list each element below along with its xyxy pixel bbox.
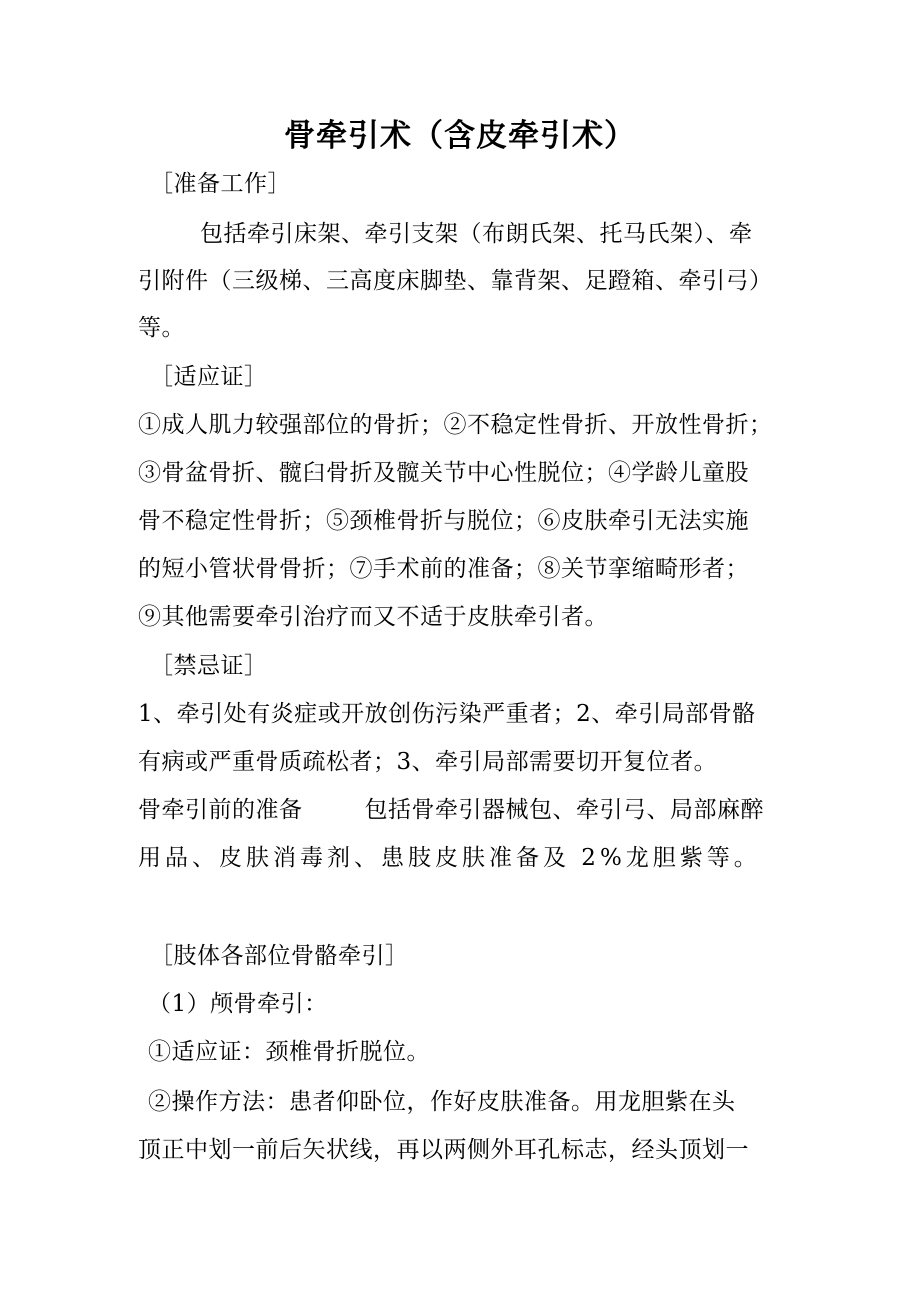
prep-line-3: 等。 <box>138 315 185 341</box>
indications-line-2: ③骨盆骨折、髋臼骨折及髋关节中心性脱位；④学龄儿童股 <box>138 460 749 486</box>
section-heading-limb-traction: ［肢体各部位骨骼牵引］ <box>150 943 409 969</box>
limb-traction-method-line-2: 顶正中划一前后矢状线，再以两侧外耳孔标志，经头顶划一 <box>138 1137 749 1163</box>
indications-line-5: ⑨其他需要牵引治疗而又不适于皮肤牵引者。 <box>138 604 608 630</box>
indications-line-4: 的短小管状骨骨折；⑦手术前的准备；⑧关节挛缩畸形者； <box>138 556 749 582</box>
section-heading-indications: ［适应证］ <box>150 364 268 390</box>
prep-line-1: 包括牵引床架、牵引支架（布朗氏架、托马氏架）、牵 <box>200 221 753 247</box>
section-heading-contraindications: ［禁忌证］ <box>150 653 268 679</box>
limb-traction-subheading: （1）颅骨牵引： <box>148 991 328 1017</box>
contraindications-line-1: 1、牵引处有炎症或开放创伤污染严重者；2、牵引局部骨骼 <box>138 701 756 727</box>
document-title: 骨牵引术（含皮牵引术） <box>284 118 636 154</box>
indications-line-3: 骨不稳定性骨折；⑤颈椎骨折与脱位；⑥皮肤牵引无法实施 <box>138 508 749 534</box>
pre-traction-label: 骨牵引前的准备 <box>138 797 303 823</box>
prep-line-2: 引附件（三级梯、三高度床脚垫、靠背架、足蹬箱、牵引弓） <box>138 268 773 294</box>
limb-traction-method-line-1: ②操作方法：患者仰卧位，作好皮肤准备。用龙胆紫在头 <box>148 1089 736 1115</box>
pre-traction-line-2: 用品、皮肤消毒剂、患肢皮肤准备及 2%龙胆紫等。 <box>138 845 761 871</box>
pre-traction-line-1 <box>138 787 818 833</box>
pre-traction-text: 包括骨牵引器械包、牵引弓、局部麻醉 <box>364 797 764 823</box>
indications-line-1: ①成人肌力较强部位的骨折；②不稳定性骨折、开放性骨折； <box>138 412 773 438</box>
section-heading-prep: ［准备工作］ <box>150 171 291 197</box>
limb-traction-indication: ①适应证：颈椎骨折脱位。 <box>148 1039 430 1065</box>
contraindications-line-2: 有病或严重骨质疏松者；3、牵引局部需要切开复位者。 <box>138 749 718 775</box>
